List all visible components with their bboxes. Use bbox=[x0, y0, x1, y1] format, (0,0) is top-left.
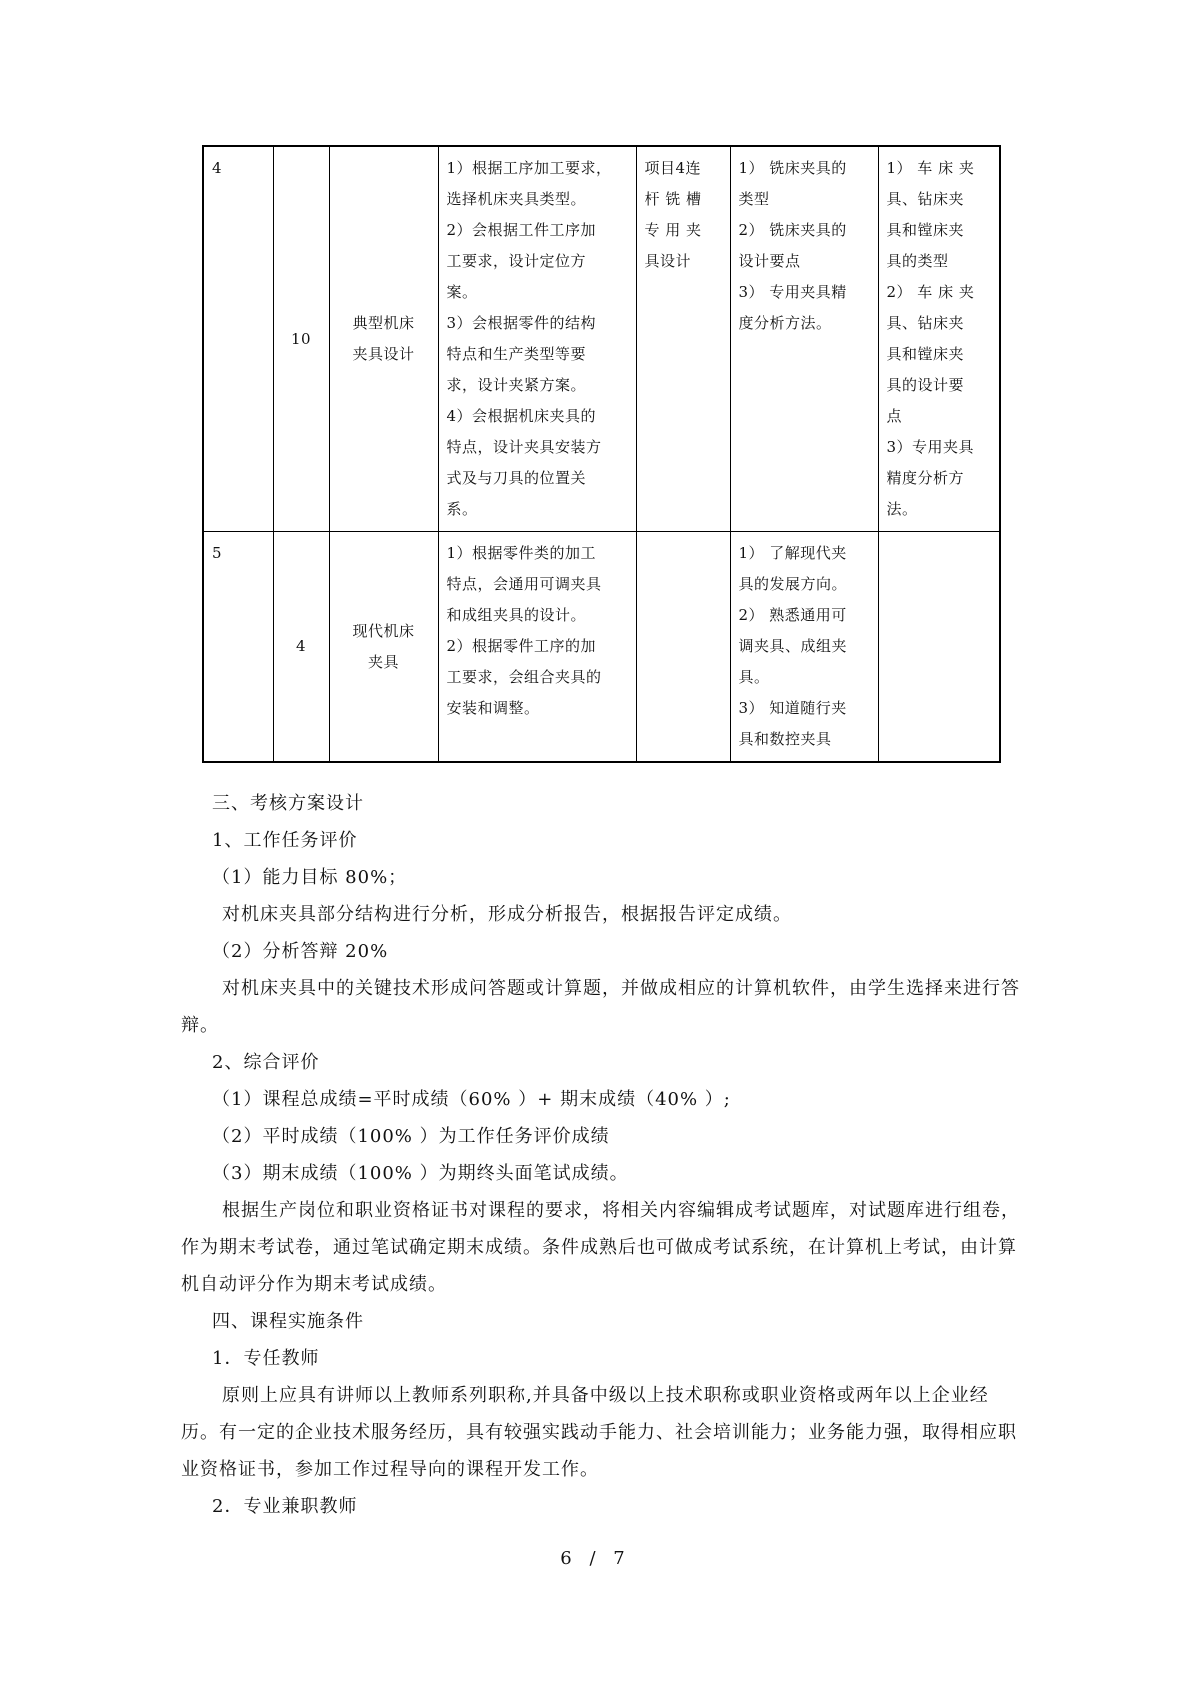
cell-ability-goals bbox=[438, 532, 636, 763]
cell-text-line: 求，设计夹紧方案。 bbox=[446, 376, 587, 394]
cell-text-line: 2）会根据工件工序加 bbox=[446, 221, 597, 239]
cell-text-line: 1） 车 床 夹 bbox=[886, 159, 975, 177]
cell-text-line: 特点，设计夹具安装方 bbox=[446, 438, 602, 456]
cell-text-line: 工要求，会组合夹具的 bbox=[446, 668, 602, 686]
section-3-2-a: （1）课程总成绩=平时成绩（60% ）+ 期末成绩（40% ）; bbox=[212, 1089, 731, 1110]
section-3-1-a-text: 对机床夹具部分结构进行分析，形成分析报告，根据报告评定成绩。 bbox=[222, 904, 792, 925]
cell-knowledge-goals bbox=[730, 146, 878, 532]
section-3-1-b-text: 对机床夹具中的关键技术形成问答题或计算题，并做成相应的计算机软件，由学生选择来进行答辩。 bbox=[181, 978, 1020, 1036]
cell-text-line: 具设计 bbox=[644, 252, 692, 270]
cell-text-line: 具的发展方向。 bbox=[738, 575, 848, 593]
cell-text-line: 具、钻床夹 bbox=[886, 190, 965, 208]
cell-text-line: 安装和调整。 bbox=[446, 699, 540, 717]
cell-topic bbox=[329, 146, 438, 532]
cell-text-line: 2） 车 床 夹 bbox=[886, 283, 975, 301]
cell-text-line: 1） 铣床夹具的 bbox=[738, 159, 847, 177]
cell-text-line: 调夹具、成组夹 bbox=[738, 637, 848, 655]
cell-number: 4 bbox=[203, 146, 273, 532]
cell-text-line: 3）会根据零件的结构 bbox=[446, 314, 597, 332]
cell-text-line: 类型 bbox=[738, 190, 770, 208]
section-4-title: 四、课程实施条件 bbox=[212, 1311, 364, 1332]
cell-text-line: 案。 bbox=[446, 283, 478, 301]
cell-text-line: 具。 bbox=[738, 668, 770, 686]
section-3-2-c: （3）期末成绩（100% ）为期终头面笔试成绩。 bbox=[212, 1163, 629, 1184]
cell-project bbox=[636, 532, 730, 763]
cell-text-line: 现代机床 bbox=[352, 621, 415, 640]
cell-text-line: 1） 了解现代夹 bbox=[738, 544, 847, 562]
cell-text-line: 3） 知道随行夹 bbox=[738, 699, 847, 717]
cell-text-line: 2） 熟悉通用可 bbox=[738, 606, 847, 624]
cell-knowledge-goals bbox=[730, 532, 878, 763]
cell-project bbox=[636, 146, 730, 532]
cell-text-line: 杆 铣 槽 bbox=[644, 190, 702, 208]
cell-text-line: 点 bbox=[886, 407, 903, 425]
section-4-1-text: 原则上应具有讲师以上教师系列职称,并具备中级以上技术职称或职业资格或两年以上企业经历。有一定的企业技术服务经历，具有较强实践动手能力、社会培训能力；业务能力强，取得相应职业资格证书，参加工作过程导向的课程开发工作。 bbox=[181, 1385, 1017, 1480]
cell-text-line: 具、钻床夹 bbox=[886, 314, 965, 332]
section-3-title: 三、考核方案设计 bbox=[212, 793, 364, 814]
cell-topic bbox=[329, 532, 438, 763]
section-4-2-heading: 2．专业兼职教师 bbox=[212, 1496, 358, 1517]
cell-text-line: 典型机床 bbox=[352, 314, 415, 332]
cell-text-line: 2）根据零件工序的加 bbox=[446, 637, 597, 655]
section-3-2-text: 根据生产岗位和职业资格证书对课程的要求，将相关内容编辑成考试题库，对试题库进行组卷，作为期末考试卷，通过笔试确定期末成绩。条件成熟后也可做成考试系统，在计算机上考试，由计算机自动评分作为期末考试成绩。 bbox=[181, 1200, 1020, 1295]
section-3-1-heading: 1、工作任务评价 bbox=[212, 830, 358, 851]
cell-text-line: 度分析方法。 bbox=[738, 314, 832, 332]
cell-text-line: 具的类型 bbox=[886, 252, 949, 270]
cell-text-line: 系。 bbox=[446, 500, 478, 518]
cell-text-line: 3）专用夹具 bbox=[886, 438, 975, 456]
table-row bbox=[203, 532, 1000, 763]
cell-text-line: 精度分析方 bbox=[886, 469, 965, 487]
cell-text-line: 具和数控夹具 bbox=[738, 730, 832, 748]
cell-text-line: 夹具 bbox=[367, 652, 399, 671]
cell-text-line: 选择机床夹具类型。 bbox=[446, 190, 587, 208]
cell-text-line: 和成组夹具的设计。 bbox=[446, 606, 587, 624]
cell-text-line: 4）会根据机床夹具的 bbox=[446, 407, 597, 425]
cell-text-line: 1）根据工序加工要求， bbox=[446, 159, 612, 177]
cell-text-line: 具和镗床夹 bbox=[886, 221, 965, 239]
cell-text-line: 专 用 夹 bbox=[644, 221, 702, 239]
cell-text-line: 设计要点 bbox=[738, 252, 801, 270]
section-3-2-b: （2）平时成绩（100% ）为工作任务评价成绩 bbox=[212, 1126, 610, 1147]
cell-text-line: 2） 铣床夹具的 bbox=[738, 221, 847, 239]
section-3-1-a: （1）能力目标 80%； bbox=[212, 867, 408, 888]
cell-text-line: 具和镗床夹 bbox=[886, 345, 965, 363]
cell-text-line: 法。 bbox=[886, 500, 918, 518]
cell-quality-goals bbox=[878, 146, 1000, 532]
cell-text-line: 项目4连 bbox=[644, 159, 702, 177]
cell-text-line: 特点和生产类型等要 bbox=[446, 345, 587, 363]
cell-quality-goals bbox=[878, 532, 1000, 763]
section-4-1-heading: 1．专任教师 bbox=[212, 1348, 320, 1369]
cell-hours: 4 bbox=[273, 532, 329, 763]
cell-text-line: 3） 专用夹具精 bbox=[738, 283, 847, 301]
cell-text-line: 式及与刀具的位置关 bbox=[446, 469, 587, 487]
cell-text-line: 工要求，设计定位方 bbox=[446, 252, 587, 270]
cell-text-line: 具的设计要 bbox=[886, 376, 965, 394]
section-3-2-heading: 2、综合评价 bbox=[212, 1052, 320, 1073]
assessment-section bbox=[181, 785, 1021, 1525]
section-3-1-b: （2）分析答辩 20% bbox=[212, 941, 389, 962]
cell-text-line: 夹具设计 bbox=[352, 345, 415, 363]
cell-text-line: 1）根据零件类的加工 bbox=[446, 544, 597, 562]
table-row bbox=[203, 146, 1000, 532]
cell-ability-goals bbox=[438, 146, 636, 532]
cell-text-line: 特点，会通用可调夹具 bbox=[446, 575, 602, 593]
course-content-table bbox=[202, 145, 1001, 763]
cell-hours: 10 bbox=[273, 146, 329, 532]
cell-number: 5 bbox=[203, 532, 273, 763]
page-number: 6 / 7 bbox=[560, 1548, 631, 1569]
